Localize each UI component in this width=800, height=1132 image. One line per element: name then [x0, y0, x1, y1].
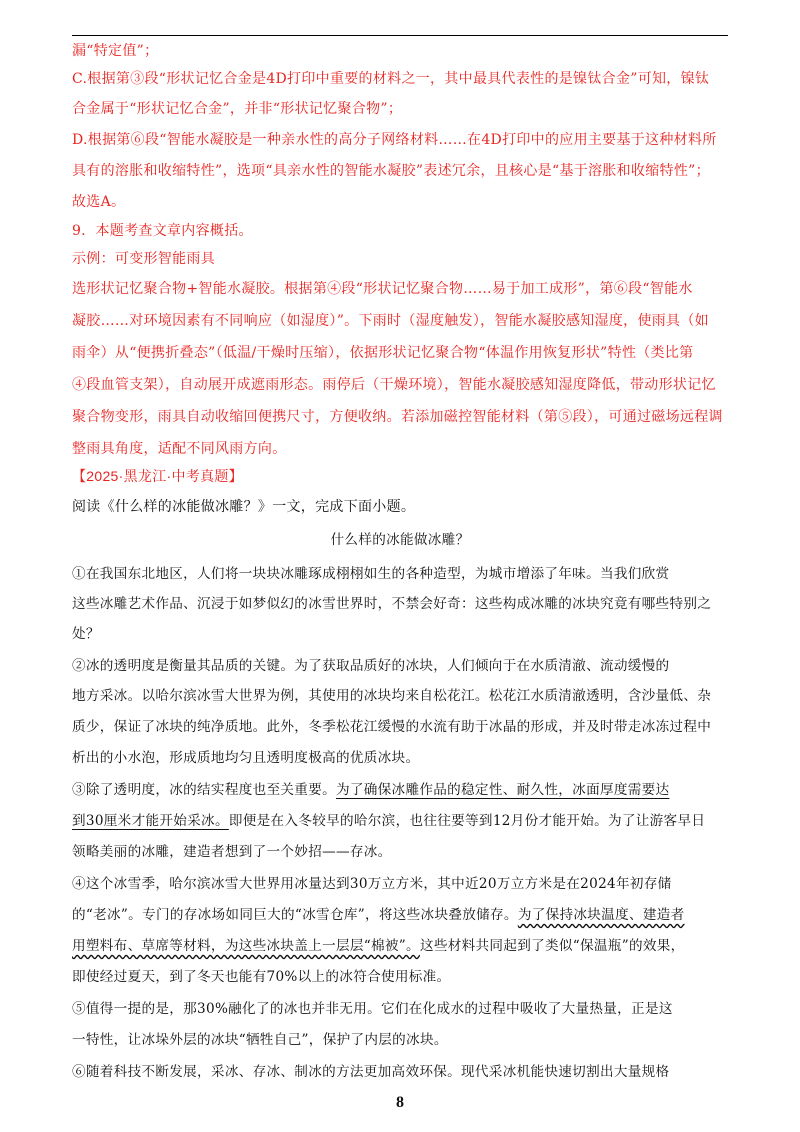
answer-line: ④段血管支架），自动展开成遮雨形态。雨停后（干燥环境），智能水凝胶感知湿度降低，带动形状记忆 — [72, 377, 716, 393]
paragraph-4-line: ④这个冰雪季，哈尔滨冰雪大世界用冰量达到30万立方米，其中近20万立方米是在2024年初存储 — [72, 876, 672, 892]
paragraph-1-line: 处？ — [72, 626, 100, 642]
article-title: 什么样的冰能做冰雕？ — [330, 532, 470, 548]
paragraph-4-line — [72, 934, 685, 954]
paragraph-2-line: 地方采冰。以哈尔滨冰雪大世界为例，其使用的冰块均来自松花江。松花江水质清澈透明，含沙量低、杂 — [72, 688, 712, 704]
paragraph-1-line: ①在我国东北地区，人们将一块块冰雕琢成栩栩如生的各种造型，为城市增添了年味。当我们欣赏 — [72, 566, 670, 582]
answer-line: 示例：可变形智能雨具 — [72, 251, 215, 267]
underlined-text: 到30厘米才能开始采冰。 — [72, 813, 229, 829]
answer-line: 漏“特定值”； — [72, 43, 159, 59]
answer-line: C.根据第③段“形状记忆合金是4D打印中重要的材料之一，其中最具代表性的是镍钛合金”可知，镍钛 — [72, 71, 710, 87]
article — [72, 528, 728, 1088]
wavy-underlined-text: 为了保持冰块温度、建造者 — [517, 907, 685, 923]
paragraph-4-line — [72, 903, 685, 923]
paragraph-5-line: ⑤值得一提的是，那30%融化了的冰也并非无用。它们在化成水的过程中吸收了大量热量，正是这 — [72, 1001, 673, 1017]
answer-line: 选形状记忆聚合物+智能水凝胶。根据第④段“形状记忆聚合物……易于加工成形”，第⑥段“智能水 — [72, 281, 693, 297]
wavy-underlined-text: 用塑料布、草席等材料，为这些冰块盖上一层层“棉被”。 — [72, 938, 420, 954]
answer-line: 合金属于“形状记忆合金”，并非“形状记忆聚合物”； — [72, 101, 403, 117]
instruction: 阅读《什么样的冰能做冰雕？》一文，完成下面小题。 — [72, 498, 416, 514]
answer-line: 故选A。 — [72, 194, 126, 210]
plain-text: ③除了透明度，冰的结实程度也至关重要。 — [72, 782, 336, 798]
paragraph-2-line: 质少，保证了冰块的纯净质地。此外，冬季松花江缓慢的水流有助于冰晶的形成，并及时带走冰冻过程中 — [72, 719, 712, 735]
paragraph-2-line: 析出的小水泡，形成质地均匀且透明度极高的优质冰块。 — [72, 750, 420, 766]
answer-line: 具有的溶胀和收缩特性”，选项“具亲水性的智能水凝胶”表述冗余，且核心是“基于溶胀和收缩特性”； — [72, 163, 710, 179]
answer-line: 9．本题考查文章内容概括。 — [72, 223, 253, 239]
answer-line: 凝胶……对环境因素有不同响应（如湿度）”。下雨时（湿度触发），智能水凝胶感知湿度，使雨具（如 — [72, 313, 709, 329]
paragraph-2-line: ②冰的透明度是衡量其品质的关键。为了获取品质好的冰块，人们倾向于在水质清澈、流动缓慢的 — [72, 658, 670, 674]
answer-line: 雨伞）从“便携折叠态”（低温/干燥时压缩），依据形状记忆聚合物“体温作用恢复形状”特性（类比第 — [72, 345, 694, 361]
plain-text: 即便是在入冬较早的哈尔滨，也往往要等到12月份才能开始。为了让游客早日 — [228, 813, 706, 829]
plain-text: 的“老冰”。专门的存冰场如同巨大的“冰雪仓库”，将这些冰块叠放储存。 — [72, 907, 518, 923]
underlined-text: 为了确保冰雕作品的稳定性、耐久性，冰面厚度需要达 — [335, 782, 670, 798]
paragraph-3-line — [72, 778, 669, 798]
source-tag: 【2025·黑龙江·中考真题】 — [72, 468, 243, 484]
answer-line: 聚合物变形，雨具自动收缩回便携尺寸，方便收纳。若添加磁控智能材料（第⑤段），可通过磁场远程调 — [72, 409, 723, 425]
paragraph-6-line: ⑥随着科技不断发展，采冰、存冰、制冰的方法更加高效环保。现代采冰机能快速切割出大量规格 — [72, 1064, 670, 1080]
answer-line: 整雨具角度，适配不同风雨方向。 — [72, 441, 287, 457]
header-rule — [72, 35, 728, 36]
paragraph-1-line: 这些冰雕艺术作品、沉浸于如梦似幻的冰雪世界时，不禁会好奇：这些构成冰雕的冰块究竟有哪些特别之 — [72, 596, 712, 612]
paragraph-5-line: 一特性，让冰垛外层的冰块“牺牲自己”，保护了内层的冰块。 — [72, 1032, 448, 1048]
paragraph-3-line: 领略美丽的冰雕，建造者想到了一个妙招——存冰。 — [72, 844, 392, 860]
plain-text: 这些材料共同起到了类似“保温瓶”的效果， — [419, 938, 685, 954]
answer-line: D.根据第⑥段“智能水凝胶是一种亲水性的高分子网络材料……在4D打印中的应用主要基于这种材料所 — [72, 132, 717, 148]
page-number: 8 — [396, 1094, 404, 1111]
answer-section — [72, 40, 728, 460]
paragraph-4-line: 即使经过夏天，到了冬天也能有70%以上的冰符合使用标准。 — [72, 969, 451, 985]
paragraph-3-line — [72, 809, 705, 829]
